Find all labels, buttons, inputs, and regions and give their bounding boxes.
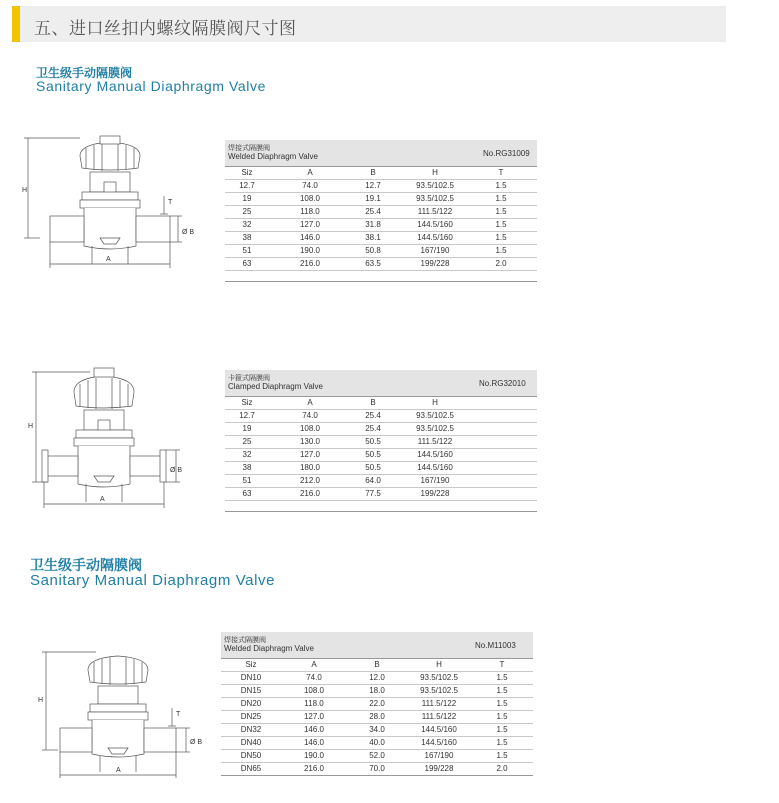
table-cell: 38.1 <box>365 233 381 242</box>
table-cell: 146.0 <box>299 233 321 242</box>
table-row <box>225 219 537 232</box>
col-header-siz: Siz <box>245 660 257 669</box>
table-row <box>221 763 533 776</box>
table-cell: 130.0 <box>299 437 321 446</box>
table-row <box>225 232 537 245</box>
table-cell: 70.0 <box>369 764 385 773</box>
table-cell: DN65 <box>240 764 262 773</box>
table-row-spacer <box>225 271 537 282</box>
drawing1-label-t: T <box>168 199 173 206</box>
table-cell: 216.0 <box>303 764 325 773</box>
table-cell: 25 <box>242 437 252 446</box>
table-cell: 74.0 <box>302 411 318 420</box>
table-cell: 199/228 <box>424 764 454 773</box>
col-header-siz: Siz <box>241 398 253 407</box>
table-cell: 63 <box>242 489 252 498</box>
table-cell: DN15 <box>240 686 262 695</box>
table-row <box>221 698 533 711</box>
table-cell: DN40 <box>240 738 262 747</box>
table-row <box>225 462 537 475</box>
col-header-b: B <box>370 168 376 177</box>
table-cell: 199/228 <box>420 489 450 498</box>
table-cell: 22.0 <box>369 699 385 708</box>
table-cell: 32 <box>242 220 252 229</box>
table-cell: 28.0 <box>369 712 385 721</box>
table-cell: 1.5 <box>495 194 507 203</box>
table-row-spacer <box>225 501 537 512</box>
table-cell: 38 <box>242 233 252 242</box>
table-cell: 64.0 <box>365 476 381 485</box>
section2-title-en: Sanitary Manual Diaphragm Valve <box>30 572 276 589</box>
table-cell: 51 <box>242 476 252 485</box>
table-cell: 93.5/102.5 <box>420 673 458 682</box>
col-header-a: A <box>307 398 313 407</box>
table-cell: DN50 <box>240 751 262 760</box>
table-cell: 108.0 <box>299 194 321 203</box>
table-cell: 74.0 <box>306 673 322 682</box>
table-cell: 2.0 <box>496 764 508 773</box>
table-cell: 18.0 <box>369 686 385 695</box>
table-cell: 144.5/160 <box>421 738 457 747</box>
table3-header <box>221 632 533 659</box>
table-row <box>225 245 537 258</box>
drawing2-label-b: Ø B <box>170 467 183 474</box>
col-header-h: H <box>432 168 438 177</box>
table-cell: 144.5/160 <box>417 233 453 242</box>
table-cell: 12.0 <box>369 673 385 682</box>
valve-drawing-welded-dn <box>36 650 216 780</box>
table-cell: 19 <box>242 424 252 433</box>
table-row <box>225 449 537 462</box>
table2-title-cn: 卡箍式隔膜阀 <box>228 375 270 382</box>
table2-model-no: No.RG32010 <box>479 379 526 388</box>
table-cell: 1.5 <box>496 725 508 734</box>
table-row <box>225 436 537 449</box>
drawing1-label-h: H <box>22 187 28 194</box>
table3-column-headers <box>221 659 533 672</box>
table3-title-cn: 焊接式隔膜阀 <box>224 637 266 644</box>
table-cell: 1.5 <box>496 699 508 708</box>
table-cell: 25.4 <box>365 424 381 433</box>
table2-title-en: Clamped Diaphragm Valve <box>228 382 324 391</box>
section1-title-en: Sanitary Manual Diaphragm Valve <box>36 78 267 94</box>
table-cell: 111.5/122 <box>417 437 453 446</box>
table-cell: 127.0 <box>299 220 321 229</box>
table-cell: 190.0 <box>303 751 325 760</box>
table-row <box>221 750 533 763</box>
table-cell: 32 <box>242 450 252 459</box>
table-cell: 111.5/122 <box>421 699 457 708</box>
col-header-b: B <box>374 660 380 669</box>
table-cell: 216.0 <box>299 259 321 268</box>
col-header-a: A <box>311 660 317 669</box>
table-cell: 199/228 <box>420 259 450 268</box>
table-cell: 19 <box>242 194 252 203</box>
table-row <box>225 423 537 436</box>
table-cell: 93.5/102.5 <box>416 181 454 190</box>
drawing3-label-a: A <box>116 767 121 774</box>
table-row <box>221 711 533 724</box>
table-cell: 144.5/160 <box>417 450 453 459</box>
table-row <box>225 488 537 501</box>
table-cell: 40.0 <box>369 738 385 747</box>
table-cell: 1.5 <box>496 686 508 695</box>
drawing2-label-a: A <box>100 496 105 503</box>
table-cell: 108.0 <box>299 424 321 433</box>
drawing3-label-b: Ø B <box>190 739 203 746</box>
table-row <box>225 410 537 423</box>
table-cell: 212.0 <box>299 476 321 485</box>
table-cell: 2.0 <box>495 259 507 268</box>
table2-header <box>225 370 537 397</box>
table-cell: 127.0 <box>303 712 325 721</box>
table-cell: 144.5/160 <box>417 220 453 229</box>
table-cell: 146.0 <box>303 738 325 747</box>
table-cell: 167/190 <box>424 751 454 760</box>
table-cell: 93.5/102.5 <box>416 411 454 420</box>
drawing3-label-t: T <box>176 711 181 718</box>
table-cell: 25.4 <box>365 411 381 420</box>
section2-title-cn: 卫生级手动隔膜阀 <box>30 557 142 573</box>
table-row <box>225 206 537 219</box>
table-welded-rg31009 <box>225 140 537 282</box>
table-cell: 38 <box>242 463 252 472</box>
table-cell: 167/190 <box>420 246 450 255</box>
table-cell: 12.7 <box>365 181 381 190</box>
table-row <box>225 180 537 193</box>
table-clamped-rg32010 <box>225 370 537 512</box>
table-cell: 25.4 <box>365 207 381 216</box>
table-cell: DN10 <box>240 673 262 682</box>
table1-header <box>225 140 537 167</box>
table-cell: DN20 <box>240 699 262 708</box>
table-cell: 93.5/102.5 <box>416 424 454 433</box>
col-header-b: B <box>370 398 376 407</box>
table-cell: 1.5 <box>495 181 507 190</box>
section-banner <box>12 6 726 42</box>
table3-title-en: Welded Diaphragm Valve <box>224 644 314 653</box>
table-row <box>221 685 533 698</box>
table-cell: 52.0 <box>369 751 385 760</box>
table-row <box>221 737 533 750</box>
table-cell: DN32 <box>240 725 262 734</box>
table-cell: 127.0 <box>299 450 321 459</box>
table-cell: 180.0 <box>299 463 321 472</box>
table-cell: 146.0 <box>303 725 325 734</box>
table-cell: 50.5 <box>365 437 381 446</box>
col-header-t: T <box>499 660 505 669</box>
table-cell: 118.0 <box>300 207 320 216</box>
table-cell: DN25 <box>240 712 262 721</box>
table-cell: 1.5 <box>495 233 507 242</box>
table-cell: 12.7 <box>239 411 255 420</box>
table-cell: 1.5 <box>496 673 508 682</box>
table-cell: 63 <box>242 259 252 268</box>
table-cell: 74.0 <box>302 181 318 190</box>
section1-title-cn: 卫生级手动隔膜阀 <box>36 66 133 80</box>
table-cell: 216.0 <box>299 489 321 498</box>
table-cell: 50.8 <box>365 246 381 255</box>
table-cell: 31.8 <box>365 220 381 229</box>
table-cell: 144.5/160 <box>417 463 453 472</box>
table-cell: 1.5 <box>495 220 507 229</box>
table1-title-cn: 焊接式隔膜阀 <box>228 145 270 152</box>
col-header-siz: Siz <box>241 168 253 177</box>
table-cell: 77.5 <box>365 489 381 498</box>
table-cell: 12.7 <box>239 181 255 190</box>
table-cell: 1.5 <box>495 246 507 255</box>
table-cell: 93.5/102.5 <box>420 686 458 695</box>
table-cell: 51 <box>242 246 252 255</box>
table-cell: 50.5 <box>365 450 381 459</box>
table-cell: 1.5 <box>496 712 508 721</box>
valve-drawing-clamped <box>20 366 200 512</box>
table2-column-headers <box>225 397 537 410</box>
col-header-a: A <box>307 168 313 177</box>
col-header-h: H <box>436 660 442 669</box>
valve-drawing-welded <box>20 134 200 274</box>
banner-title: 五、进口丝扣内螺纹隔膜阀尺寸图 <box>34 19 297 38</box>
table-welded-m11003 <box>221 632 533 776</box>
table-cell: 1.5 <box>496 751 508 760</box>
drawing1-label-b: Ø B <box>182 229 195 236</box>
drawing2-label-h: H <box>28 423 34 430</box>
table-row <box>225 193 537 206</box>
table-cell: 190.0 <box>299 246 321 255</box>
table-cell: 118.0 <box>304 699 324 708</box>
drawing1-label-a: A <box>106 256 111 263</box>
table1-column-headers <box>225 167 537 180</box>
table-cell: 63.5 <box>365 259 381 268</box>
col-header-h: H <box>432 398 438 407</box>
banner-accent-bar <box>12 6 20 42</box>
table-cell: 19.1 <box>365 194 381 203</box>
table-cell: 108.0 <box>303 686 325 695</box>
table-cell: 167/190 <box>420 476 450 485</box>
drawing3-label-h: H <box>38 697 44 704</box>
table-row <box>225 258 537 271</box>
table-cell: 34.0 <box>369 725 385 734</box>
table-cell: 93.5/102.5 <box>416 194 454 203</box>
table-cell: 50.5 <box>365 463 381 472</box>
table-cell: 144.5/160 <box>421 725 457 734</box>
table3-model-no: No.M11003 <box>475 641 516 650</box>
table-row <box>221 724 533 737</box>
table-cell: 25 <box>242 207 252 216</box>
table-cell: 111.5/122 <box>417 207 453 216</box>
table1-model-no: No.RG31009 <box>483 149 530 158</box>
table-cell: 1.5 <box>496 738 508 747</box>
table-cell: 1.5 <box>495 207 507 216</box>
table-row <box>221 672 533 685</box>
table1-title-en: Welded Diaphragm Valve <box>228 152 318 161</box>
table-cell: 111.5/122 <box>421 712 457 721</box>
table-row <box>225 475 537 488</box>
col-header-t: T <box>498 168 504 177</box>
